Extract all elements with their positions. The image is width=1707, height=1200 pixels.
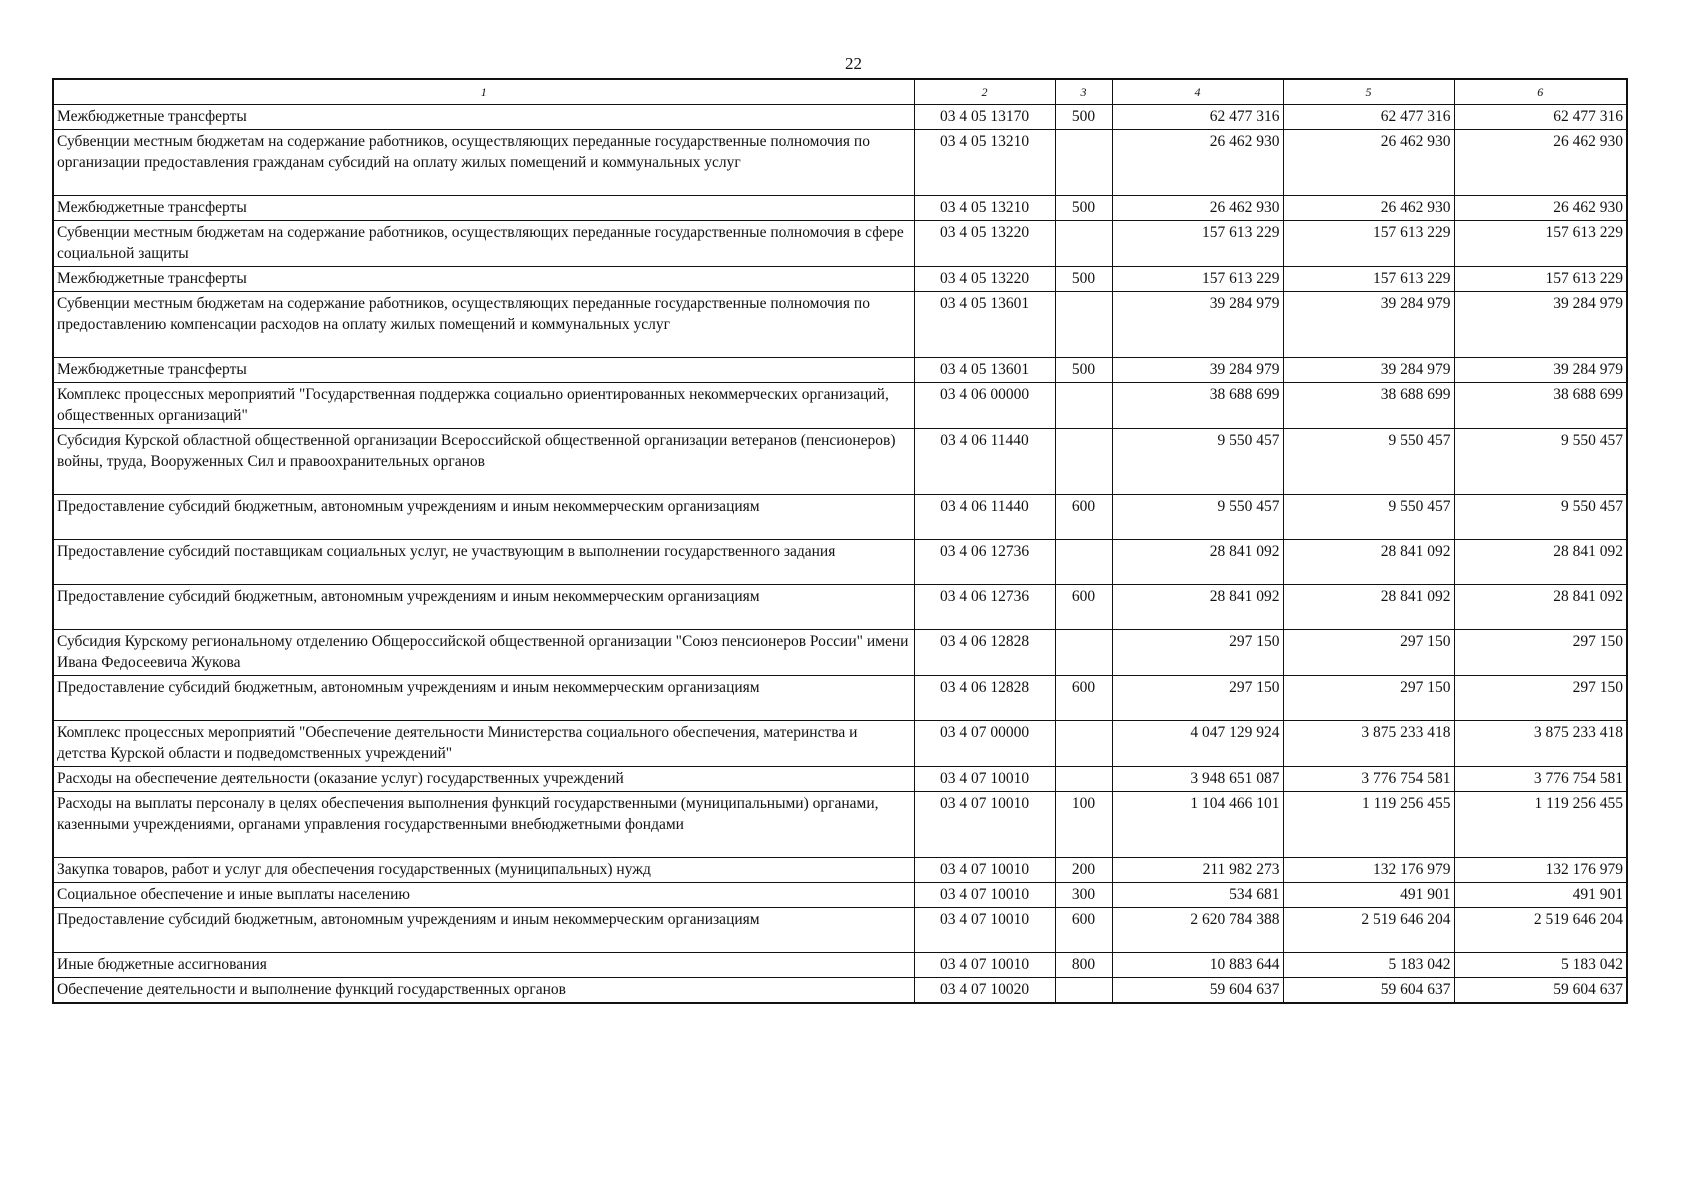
cell-code: 03 4 05 13601 (914, 358, 1055, 383)
cell-amount-col4: 297 150 (1112, 676, 1283, 721)
cell-code: 03 4 06 12828 (914, 630, 1055, 676)
cell-code: 03 4 07 10010 (914, 908, 1055, 953)
header-col-2: 2 (914, 79, 1055, 105)
table-row (53, 953, 1627, 978)
cell-amount-col5: 297 150 (1283, 676, 1454, 721)
cell-expense-type: 600 (1055, 676, 1112, 721)
cell-expense-type: 600 (1055, 495, 1112, 540)
table-body (53, 105, 1627, 1004)
table-row (53, 383, 1627, 429)
cell-amount-col5: 59 604 637 (1283, 978, 1454, 1004)
cell-amount-col4: 10 883 644 (1112, 953, 1283, 978)
cell-amount-col6: 297 150 (1454, 676, 1627, 721)
cell-amount-col5: 9 550 457 (1283, 429, 1454, 495)
header-col-3: 3 (1055, 79, 1112, 105)
page-number: 22 (845, 54, 862, 73)
cell-expense-type: 100 (1055, 792, 1112, 858)
cell-code: 03 4 06 11440 (914, 429, 1055, 495)
cell-amount-col6: 132 176 979 (1454, 858, 1627, 883)
cell-name: Межбюджетные трансферты (53, 196, 914, 221)
cell-amount-col6: 491 901 (1454, 883, 1627, 908)
table-row (53, 130, 1627, 196)
cell-amount-col6: 157 613 229 (1454, 221, 1627, 267)
cell-amount-col5: 132 176 979 (1283, 858, 1454, 883)
cell-amount-col6: 2 519 646 204 (1454, 908, 1627, 953)
cell-expense-type (1055, 292, 1112, 358)
table-row (53, 105, 1627, 130)
cell-amount-col5: 26 462 930 (1283, 130, 1454, 196)
cell-expense-type: 600 (1055, 908, 1112, 953)
cell-amount-col4: 297 150 (1112, 630, 1283, 676)
cell-amount-col4: 4 047 129 924 (1112, 721, 1283, 767)
cell-code: 03 4 07 10010 (914, 792, 1055, 858)
cell-code: 03 4 07 10010 (914, 883, 1055, 908)
cell-name: Субвенции местным бюджетам на содержание работников, осуществляющих переданные государственные полномочия по организации предоставления гражданам субсидий на оплату жилых помещений и коммунальных услуг (53, 130, 914, 196)
cell-amount-col4: 28 841 092 (1112, 585, 1283, 630)
cell-expense-type: 200 (1055, 858, 1112, 883)
cell-amount-col6: 59 604 637 (1454, 978, 1627, 1004)
cell-amount-col5: 28 841 092 (1283, 585, 1454, 630)
cell-amount-col4: 1 104 466 101 (1112, 792, 1283, 858)
cell-code: 03 4 05 13601 (914, 292, 1055, 358)
cell-amount-col6: 62 477 316 (1454, 105, 1627, 130)
cell-expense-type (1055, 221, 1112, 267)
cell-expense-type: 500 (1055, 196, 1112, 221)
cell-code: 03 4 05 13220 (914, 221, 1055, 267)
cell-code: 03 4 05 13170 (914, 105, 1055, 130)
cell-name: Обеспечение деятельности и выполнение функций государственных органов (53, 978, 914, 1004)
cell-code: 03 4 07 00000 (914, 721, 1055, 767)
cell-amount-col4: 62 477 316 (1112, 105, 1283, 130)
cell-amount-col5: 2 519 646 204 (1283, 908, 1454, 953)
cell-name: Предоставление субсидий бюджетным, автономным учреждениям и иным некоммерческим организациям (53, 908, 914, 953)
header-col-4: 4 (1112, 79, 1283, 105)
cell-name: Межбюджетные трансферты (53, 358, 914, 383)
cell-name: Предоставление субсидий бюджетным, автономным учреждениям и иным некоммерческим организациям (53, 676, 914, 721)
cell-name: Предоставление субсидий поставщикам социальных услуг, не участвующим в выполнении государственного задания (53, 540, 914, 585)
cell-name: Межбюджетные трансферты (53, 105, 914, 130)
cell-amount-col4: 2 620 784 388 (1112, 908, 1283, 953)
table-row (53, 908, 1627, 953)
table-row (53, 978, 1627, 1004)
table-row (53, 196, 1627, 221)
cell-name: Закупка товаров, работ и услуг для обеспечения государственных (муниципальных) нужд (53, 858, 914, 883)
cell-code: 03 4 06 12736 (914, 585, 1055, 630)
cell-amount-col5: 157 613 229 (1283, 221, 1454, 267)
cell-expense-type: 600 (1055, 585, 1112, 630)
cell-amount-col6: 28 841 092 (1454, 540, 1627, 585)
cell-amount-col5: 3 776 754 581 (1283, 767, 1454, 792)
cell-expense-type: 500 (1055, 105, 1112, 130)
table-row (53, 721, 1627, 767)
cell-expense-type (1055, 540, 1112, 585)
cell-amount-col5: 5 183 042 (1283, 953, 1454, 978)
cell-name: Предоставление субсидий бюджетным, автономным учреждениям и иным некоммерческим организациям (53, 585, 914, 630)
cell-amount-col5: 62 477 316 (1283, 105, 1454, 130)
cell-amount-col5: 39 284 979 (1283, 292, 1454, 358)
cell-name: Субсидия Курской областной общественной организации Всероссийской общественной организации ветеранов (пенсионеров) войны, труда, Вооруженных Сил и правоохранительных органов (53, 429, 914, 495)
cell-expense-type (1055, 630, 1112, 676)
header-row (53, 79, 1627, 105)
cell-amount-col4: 39 284 979 (1112, 358, 1283, 383)
cell-name: Комплекс процессных мероприятий "Государственная поддержка социально ориентированных некоммерческих организаций, общественных организаций" (53, 383, 914, 429)
cell-amount-col4: 3 948 651 087 (1112, 767, 1283, 792)
cell-code: 03 4 07 10020 (914, 978, 1055, 1004)
table-row (53, 495, 1627, 540)
cell-amount-col6: 297 150 (1454, 630, 1627, 676)
cell-amount-col6: 26 462 930 (1454, 196, 1627, 221)
cell-amount-col6: 157 613 229 (1454, 267, 1627, 292)
cell-amount-col5: 491 901 (1283, 883, 1454, 908)
cell-code: 03 4 06 12828 (914, 676, 1055, 721)
table-row (53, 858, 1627, 883)
table-row (53, 792, 1627, 858)
cell-amount-col4: 59 604 637 (1112, 978, 1283, 1004)
cell-amount-col5: 297 150 (1283, 630, 1454, 676)
table-row (53, 429, 1627, 495)
cell-name: Комплекс процессных мероприятий "Обеспечение деятельности Министерства социального обеспечения, материнства и детства Курской области и подведомственных учреждений" (53, 721, 914, 767)
header-col-1: 1 (53, 79, 914, 105)
cell-amount-col4: 26 462 930 (1112, 130, 1283, 196)
cell-amount-col6: 26 462 930 (1454, 130, 1627, 196)
table-row (53, 630, 1627, 676)
header-col-5: 5 (1283, 79, 1454, 105)
cell-expense-type (1055, 721, 1112, 767)
header-col-6: 6 (1454, 79, 1627, 105)
cell-code: 03 4 06 00000 (914, 383, 1055, 429)
cell-amount-col4: 9 550 457 (1112, 429, 1283, 495)
cell-amount-col5: 157 613 229 (1283, 267, 1454, 292)
cell-name: Предоставление субсидий бюджетным, автономным учреждениям и иным некоммерческим организациям (53, 495, 914, 540)
budget-table (52, 78, 1628, 1004)
cell-amount-col4: 39 284 979 (1112, 292, 1283, 358)
table-header (53, 79, 1627, 105)
cell-expense-type (1055, 767, 1112, 792)
cell-amount-col6: 1 119 256 455 (1454, 792, 1627, 858)
table-row (53, 292, 1627, 358)
cell-code: 03 4 05 13210 (914, 130, 1055, 196)
cell-amount-col4: 28 841 092 (1112, 540, 1283, 585)
cell-name: Расходы на обеспечение деятельности (оказание услуг) государственных учреждений (53, 767, 914, 792)
cell-amount-col5: 28 841 092 (1283, 540, 1454, 585)
cell-amount-col6: 28 841 092 (1454, 585, 1627, 630)
cell-amount-col4: 38 688 699 (1112, 383, 1283, 429)
cell-name: Субвенции местным бюджетам на содержание работников, осуществляющих переданные государственные полномочия по предоставлению компенсации расходов на оплату жилых помещений и коммунальных услуг (53, 292, 914, 358)
cell-code: 03 4 07 10010 (914, 767, 1055, 792)
table-row (53, 883, 1627, 908)
cell-code: 03 4 05 13220 (914, 267, 1055, 292)
cell-amount-col4: 534 681 (1112, 883, 1283, 908)
table-row (53, 221, 1627, 267)
table-row (53, 676, 1627, 721)
cell-name: Иные бюджетные ассигнования (53, 953, 914, 978)
cell-amount-col6: 39 284 979 (1454, 358, 1627, 383)
cell-code: 03 4 06 11440 (914, 495, 1055, 540)
cell-amount-col5: 38 688 699 (1283, 383, 1454, 429)
cell-amount-col5: 3 875 233 418 (1283, 721, 1454, 767)
cell-amount-col4: 157 613 229 (1112, 221, 1283, 267)
cell-expense-type: 500 (1055, 267, 1112, 292)
table-row (53, 267, 1627, 292)
cell-name: Субвенции местным бюджетам на содержание работников, осуществляющих переданные государственные полномочия в сфере социальной защиты (53, 221, 914, 267)
cell-expense-type (1055, 383, 1112, 429)
cell-amount-col4: 211 982 273 (1112, 858, 1283, 883)
cell-code: 03 4 07 10010 (914, 953, 1055, 978)
cell-amount-col6: 3 875 233 418 (1454, 721, 1627, 767)
cell-expense-type: 800 (1055, 953, 1112, 978)
cell-expense-type: 300 (1055, 883, 1112, 908)
cell-expense-type: 500 (1055, 358, 1112, 383)
cell-code: 03 4 05 13210 (914, 196, 1055, 221)
cell-code: 03 4 06 12736 (914, 540, 1055, 585)
table-row (53, 358, 1627, 383)
cell-expense-type (1055, 429, 1112, 495)
cell-amount-col6: 38 688 699 (1454, 383, 1627, 429)
table-row (53, 585, 1627, 630)
cell-amount-col6: 9 550 457 (1454, 429, 1627, 495)
cell-code: 03 4 07 10010 (914, 858, 1055, 883)
table-row (53, 540, 1627, 585)
cell-name: Социальное обеспечение и иные выплаты населению (53, 883, 914, 908)
cell-name: Межбюджетные трансферты (53, 267, 914, 292)
cell-amount-col6: 39 284 979 (1454, 292, 1627, 358)
cell-amount-col4: 26 462 930 (1112, 196, 1283, 221)
cell-amount-col4: 9 550 457 (1112, 495, 1283, 540)
cell-amount-col5: 1 119 256 455 (1283, 792, 1454, 858)
cell-expense-type (1055, 130, 1112, 196)
cell-amount-col5: 9 550 457 (1283, 495, 1454, 540)
cell-amount-col6: 9 550 457 (1454, 495, 1627, 540)
cell-amount-col6: 3 776 754 581 (1454, 767, 1627, 792)
cell-name: Субсидия Курскому региональному отделению Общероссийской общественной организации "Союз пенсионеров России" имени Ивана Федосеевича Жукова (53, 630, 914, 676)
cell-amount-col5: 39 284 979 (1283, 358, 1454, 383)
table-row (53, 767, 1627, 792)
cell-name: Расходы на выплаты персоналу в целях обеспечения выполнения функций государственными (муниципальными) органами, казенными учреждениями, органами управления государственными внебюджетными фондами (53, 792, 914, 858)
cell-expense-type (1055, 978, 1112, 1004)
cell-amount-col5: 26 462 930 (1283, 196, 1454, 221)
cell-amount-col6: 5 183 042 (1454, 953, 1627, 978)
cell-amount-col4: 157 613 229 (1112, 267, 1283, 292)
